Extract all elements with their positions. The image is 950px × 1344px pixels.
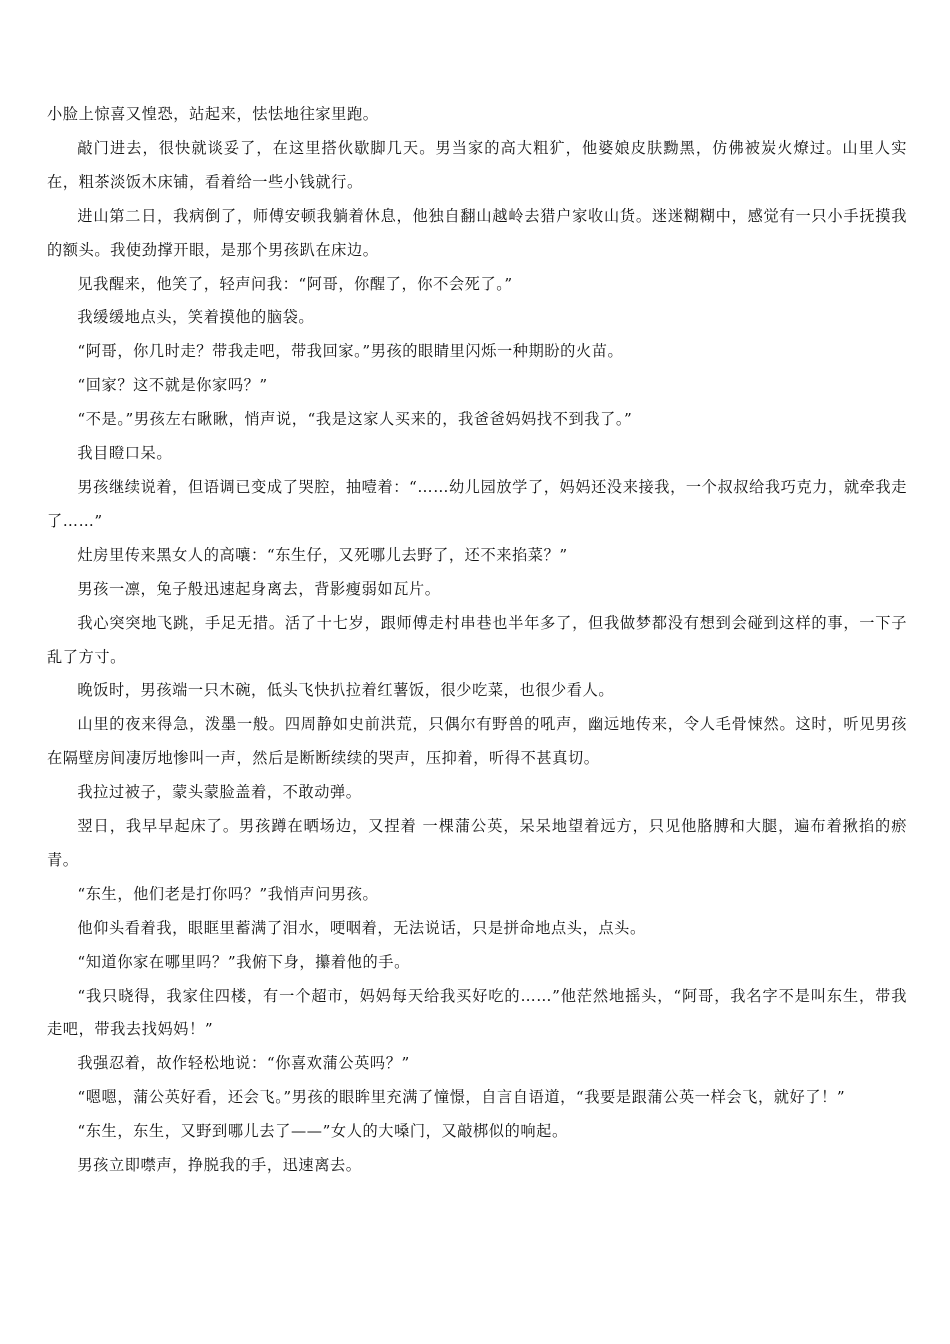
paragraph: 进山第二日，我病倒了，师傅安顿我躺着休息，他独自翻山越岭去猎户家收山货。迷迷糊糊中，感觉有一只小手抚摸我的额头。我使劲撑开眼，是那个男孩趴在床边。 <box>47 206 907 259</box>
paragraph: “阿哥，你几时走？带我走吧，带我回家。”男孩的眼睛里闪烁一种期盼的火苗。 <box>77 342 624 361</box>
paragraph: 男孩一凛，兔子般迅速起身离去，背影瘦弱如瓦片。 <box>77 579 441 598</box>
paragraph: 灶房里传来黑女人的高嚷：“东生仔，又死哪儿去野了，还不来掐菜？” <box>77 545 568 564</box>
paragraph: “嗯嗯，蒲公英好看，还会飞。”男孩的眼眸里充满了憧憬，自言自语道，“我要是跟蒲公英一样会飞，就好了！” <box>77 1088 846 1107</box>
paragraph: “东生，他们老是打你吗？”我悄声问男孩。 <box>77 884 379 903</box>
paragraph: 我强忍着，故作轻松地说：“你喜欢蒲公英吗？” <box>77 1054 410 1073</box>
paragraph: 我心突突地飞跳，手足无措。活了十七岁，跟师傅走村串巷也半年多了，但我做梦都没有想到会碰到这样的事，一下子乱了方寸。 <box>47 613 907 666</box>
paragraph: “不是。”男孩左右瞅瞅，悄声说，“我是这家人买来的，我爸爸妈妈找不到我了。” <box>77 410 633 429</box>
paragraph: 我拉过被子，蒙头蒙脸盖着，不敢动弹。 <box>77 783 362 802</box>
paragraph: 见我醒来，他笑了，轻声问我：“阿哥，你醒了，你不会死了。” <box>77 274 513 293</box>
paragraph: 山里的夜来得急，泼墨一般。四周静如史前洪荒，只偶尔有野兽的吼声，幽远地传来，令人毛骨悚然。这时，听见男孩在隔壁房间凄厉地惨叫一声，然后是断断续续的哭声，压抑着，听得不甚真切。 <box>47 715 907 768</box>
paragraph: 我缓缓地点头，笑着摸他的脑袋。 <box>77 308 315 327</box>
paragraph: 翌日，我早早起床了。男孩蹲在晒场边，又捏着 一棵蒲公英，呆呆地望着远方，只见他胳膊和大腿，遍布着揪掐的瘀青。 <box>47 817 907 869</box>
paragraph: 男孩继续说着，但语调已变成了哭腔，抽噎着：“……幼儿园放学了，妈妈还没来接我，一个叔叔给我巧克力，就牵我走了……” <box>47 477 907 530</box>
paragraph: “回家？这不就是你家吗？” <box>77 376 268 395</box>
paragraph: “知道你家在哪里吗？”我俯下身，攥着他的手。 <box>77 952 410 971</box>
story-text <box>47 98 907 1183</box>
paragraph: “东生，东生，又野到哪儿去了——”女人的大嗓门，又敲梆似的响起。 <box>77 1122 568 1141</box>
paragraph: 我目瞪口呆。 <box>77 444 173 463</box>
paragraph: “我只晓得，我家住四楼，有一个超市，妈妈每天给我买好吃的……”他茫然地摇头，“阿哥，我名字不是叫东生，带我走吧，带我去找妈妈！” <box>47 986 907 1039</box>
paragraph: 小脸上惊喜又惶恐，站起来，怯怯地往家里跑。 <box>47 105 379 123</box>
paragraph: 晚饭时，男孩端一只木碗，低头飞快扒拉着红薯饭，很少吃菜，也很少看人。 <box>77 681 615 700</box>
paragraph: 男孩立即噤声，挣脱我的手，迅速离去。 <box>77 1156 362 1175</box>
paragraph: 敲门进去，很快就谈妥了，在这里搭伙歇脚几天。男当家的高大粗犷，他婆娘皮肤黝黑，仿佛被炭火燎过。山里人实在，粗茶淡饭木床铺，看着给一些小钱就行。 <box>47 138 907 191</box>
paragraph: 他仰头看着我，眼眶里蓄满了泪水，哽咽着，无法说话，只是拼命地点头，点头。 <box>77 918 646 937</box>
